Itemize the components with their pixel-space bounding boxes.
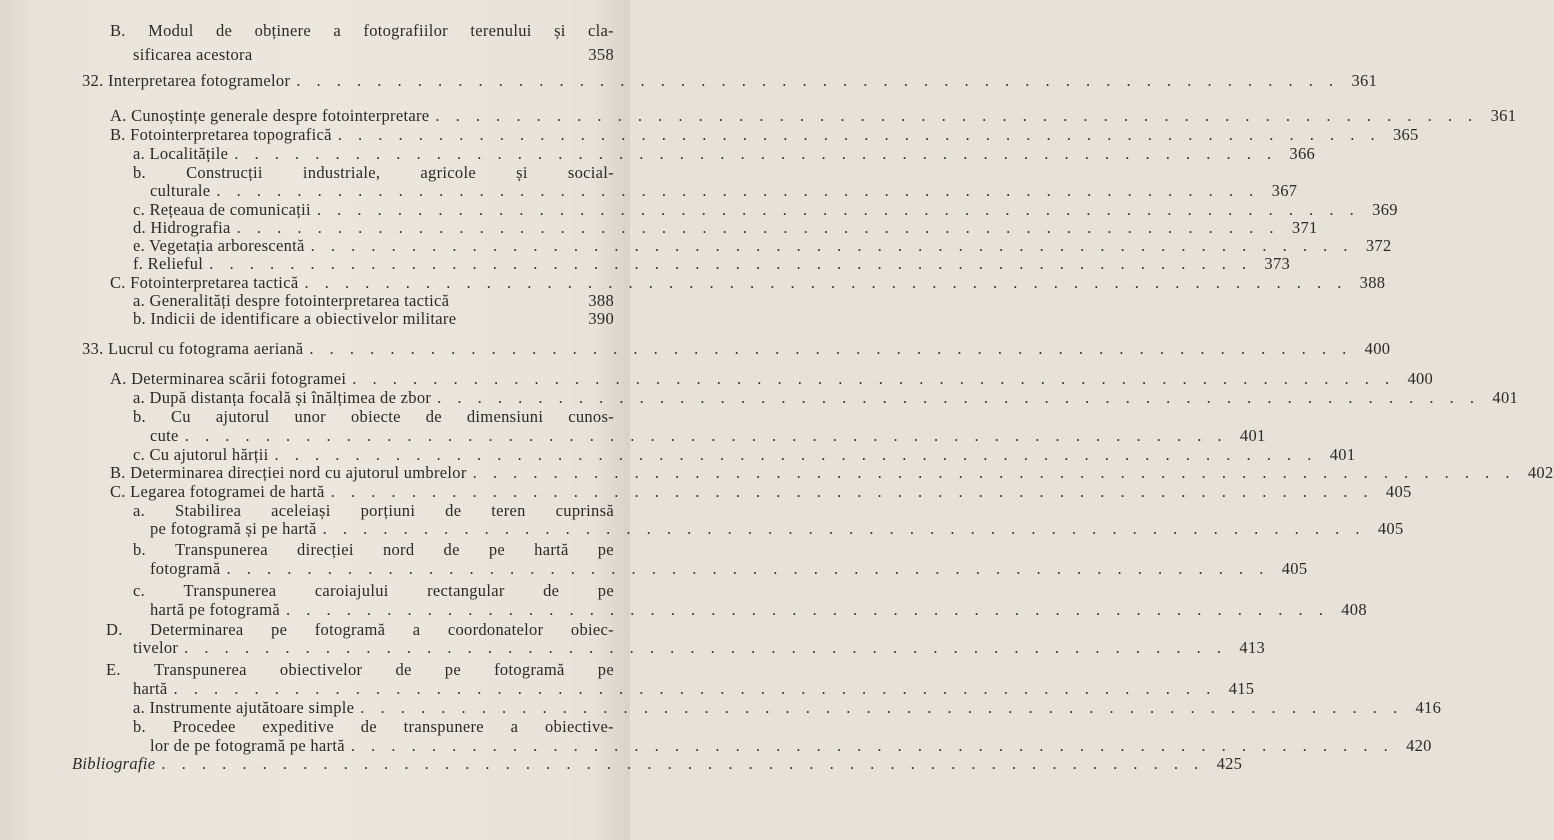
toc-page-number: 358 xyxy=(588,45,614,64)
toc-entry-text: B. Determinarea direcției nord cu ajutorul umbrelor xyxy=(110,463,467,482)
toc-entry-text: 33. Lucrul cu fotograma aeriană xyxy=(82,339,304,358)
toc-entry-text: b. Transpunerea direcției nord de pe hartă pe xyxy=(133,540,614,559)
dot-leader: . . . . . . . . . . . . . . . . . . . . . . . . . . . . . . . . . . . . . . . . . . . . . . . . . . . . xyxy=(184,426,1228,445)
toc-entry-text: c. Rețeaua de comunicații xyxy=(133,200,311,219)
toc-page-number: 401 xyxy=(1239,426,1266,445)
toc-entry-text: A. Determinarea scării fotogramei xyxy=(110,369,347,388)
toc-page-number: 390 xyxy=(588,309,614,328)
toc-entry-text: b. Construcții industriale, agricole și social- xyxy=(133,163,614,182)
toc-page-number: 413 xyxy=(1239,638,1266,657)
toc-entry-text: Bibliografie xyxy=(72,754,156,773)
toc-page-number: 402 xyxy=(1527,463,1554,482)
dot-leader: . . . . . . . . . . . . . . . . . . . . . . . . . . . . . . . . . . . . . . . . . . . . . . . . . . . . xyxy=(161,754,1205,773)
toc-entry-text: a. Localitățile xyxy=(133,144,229,163)
dot-leader: . . . . . . . . . . . . . . . . . . . . . . . . . . . . . . . . . . . . . . . . . . . . . . . . . . . . xyxy=(286,600,1329,619)
toc-entry-text: fotogramă xyxy=(150,559,221,578)
dot-leader: . . . . . . . . . . . . . . . . . . . . . . . . . . . . . . . . . . . . . . . . . . . . . . . . . . . . xyxy=(236,218,1280,237)
toc-page-number: 366 xyxy=(1289,144,1316,163)
dot-leader: . . . . . . . . . . . . . . . . . . . . . . . . . . . . . . . . . . . . . . . . . . . . . . . . . . . . xyxy=(173,679,1217,698)
dot-leader: . . . . . . . . . . . . . . . . . . . . . . . . . . . . . . . . . . . . . . . . . . . . . . . . . . . . xyxy=(316,200,1360,219)
toc-page-number: 400 xyxy=(1407,369,1434,388)
toc-line-ch32 xyxy=(82,70,1378,92)
dot-leader: . . . . . . . . . . . . . . . . . . . . . . . . . . . . . . . . . . . . . . . . . . . . . . . . . . . . xyxy=(330,482,1374,501)
toc-line-bibliografie xyxy=(72,753,1243,775)
toc-entry-text: B. Modul de obținere a fotografiilor terenului și cla- xyxy=(110,21,614,40)
toc-page-number: 420 xyxy=(1406,736,1432,755)
toc-line-c32c-b xyxy=(133,308,614,330)
dot-leader: . . . . . . . . . . . . . . . . . . . . . . . . . . . . . . . . . . . . . . . . . . . . . . . . . . . . xyxy=(304,273,1348,292)
toc-entry-text: b. Indicii de identificare a obiectivelor militare xyxy=(133,309,457,328)
toc-page-number: 367 xyxy=(1271,181,1298,200)
toc-line-c33c-a-2 xyxy=(150,518,1404,540)
dot-leader: . . . . . . . . . . . . . . . . . . . . . . . . . . . . . . . . . . . . . . . . . . . . . . . . . . . . xyxy=(310,236,1354,255)
toc-line-c33c-c-2 xyxy=(150,599,1367,621)
dot-leader: . . . . . . . . . . . . . . . . . . . . . . . . . . . . . . . . . . . . . . . . . . . . . . . . . . . . xyxy=(209,254,1253,273)
toc-entry-text: a. Instrumente ajutătoare simple xyxy=(133,698,355,717)
toc-page-number: 369 xyxy=(1372,200,1398,219)
toc-page-number: 371 xyxy=(1291,218,1318,237)
toc-entry-text: f. Relieful xyxy=(133,254,204,273)
toc-page-number: 365 xyxy=(1392,125,1419,144)
dot-leader: . . . . . . . . . . . . . . . . . . . . . . . . . . . . . . . . . . . . . . . . . . . . . . . . . . . . xyxy=(350,736,1394,755)
toc-page-number: 405 xyxy=(1281,559,1308,578)
toc-entry-text: b. Cu ajutorul unor obiecte de dimensiuni cunos- xyxy=(133,407,614,426)
dot-leader: . . . . . . . . . . . . . . . . . . . . . . . . . . . . . . . . . . . . . . . . . . . . . . . . . . . . xyxy=(274,445,1318,464)
toc-page-number: 416 xyxy=(1415,698,1442,717)
toc-entry-text: E. Transpunerea obiectivelor de pe fotogramă pe xyxy=(106,660,614,679)
toc-page-number: 425 xyxy=(1216,754,1243,773)
toc-entry-text: hartă xyxy=(133,679,168,698)
dot-leader: . . . . . . . . . . . . . . . . . . . . . . . . . . . . . . . . . . . . . . . . . . . . . . . . . . . . xyxy=(337,125,1381,144)
toc-line-ch33 xyxy=(82,338,1391,360)
toc-entry-text: tivelor xyxy=(133,638,179,657)
toc-entry-text: B. Fotointerpretarea topografică xyxy=(110,125,332,144)
toc-entry-text: C. Fotointerpretarea tactică xyxy=(110,273,299,292)
toc-entry-text: c. Transpunerea caroiajului rectangular de pe xyxy=(133,581,614,600)
toc-page-number: 400 xyxy=(1364,339,1391,358)
toc-entry-text: a. Generalități despre fotointerpretarea tactică xyxy=(133,291,450,310)
toc-line-b-modul-1 xyxy=(110,20,614,42)
toc-page-number: 361 xyxy=(1490,106,1517,125)
toc-entry-text: b. Procedee expeditive de transpunere a obiective- xyxy=(133,717,614,736)
toc-entry-text: cute xyxy=(150,426,179,445)
dot-leader: . . . . . . . . . . . . . . . . . . . . . . . . . . . . . . . . . . . . . . . . . . . . . . . . . . . . xyxy=(216,181,1260,200)
dot-leader: . . . . . . . . . . . . . . . . . . . . . . . . . . . . . . . . . . . . . . . . . . . . . . . . . . . . xyxy=(360,698,1404,717)
toc-entry-text: sificarea acestora xyxy=(133,45,253,64)
toc-page-number: 388 xyxy=(588,291,614,310)
toc-entry-text: hartă pe fotogramă xyxy=(150,600,281,619)
toc-page-number: 373 xyxy=(1264,254,1291,273)
toc-page-number: 401 xyxy=(1329,445,1356,464)
toc-entry-text: d. Hidrografia xyxy=(133,218,231,237)
toc-page-number: 372 xyxy=(1365,236,1392,255)
toc-entry-text: a. Stabilirea aceleiași porțiuni de teren cuprinsă xyxy=(133,501,614,520)
toc-entry-text: culturale xyxy=(150,181,211,200)
toc-page-number: 405 xyxy=(1377,519,1404,538)
dot-leader: . . . . . . . . . . . . . . . . . . . . . . . . . . . . . . . . . . . . . . . . . . . . . . . . . . . . xyxy=(435,106,1479,125)
toc-line-b-modul-2 xyxy=(133,44,614,66)
dot-leader: . . . . . . . . . . . . . . . . . . . . . . . . . . . . . . . . . . . . . . . . . . . . . . . . . . . . xyxy=(322,519,1366,538)
toc-line-c33c-b-2 xyxy=(150,558,1308,580)
toc-page-number: 408 xyxy=(1341,600,1367,619)
dot-leader: . . . . . . . . . . . . . . . . . . . . . . . . . . . . . . . . . . . . . . . . . . . . . . . . . . . . xyxy=(472,463,1516,482)
dot-leader: . . . . . . . . . . . . . . . . . . . . . . . . . . . . . . . . . . . . . . . . . . . . . . . . . . . . xyxy=(226,559,1270,578)
toc-page-number: 405 xyxy=(1385,482,1412,501)
dot-leader: . . . . . . . . . . . . . . . . . . . . . . . . . . . . . . . . . . . . . . . . . . . . . . . . . . . . xyxy=(352,369,1396,388)
toc-page-number: 388 xyxy=(1359,273,1386,292)
toc-page-number: 361 xyxy=(1351,71,1378,90)
dot-leader: . . . . . . . . . . . . . . . . . . . . . . . . . . . . . . . . . . . . . . . . . . . . . . . . . . . . xyxy=(296,71,1340,90)
toc-entry-text: lor de pe fotogramă pe hartă xyxy=(150,736,345,755)
toc-entry-text: A. Cunoștințe generale despre fotointerpretare xyxy=(110,106,430,125)
toc-entry-text: e. Vegetația arborescentă xyxy=(133,236,305,255)
toc-entry-text: a. După distanța focală și înălțimea de zbor xyxy=(133,388,432,407)
toc-page-number: 415 xyxy=(1228,679,1255,698)
toc-entry-text: c. Cu ajutorul hărții xyxy=(133,445,269,464)
toc-line-c33d-2 xyxy=(133,637,1266,659)
toc-entry-text: 32. Interpretarea fotogramelor xyxy=(82,71,291,90)
toc-page-number: 401 xyxy=(1492,388,1519,407)
dot-leader: . . . . . . . . . . . . . . . . . . . . . . . . . . . . . . . . . . . . . . . . . . . . . . . . . . . . xyxy=(309,339,1353,358)
toc-entry-text: C. Legarea fotogramei de hartă xyxy=(110,482,325,501)
dot-leader: . . . . . . . . . . . . . . . . . . . . . . . . . . . . . . . . . . . . . . . . . . . . . . . . . . . . xyxy=(437,388,1481,407)
dot-leader: . . . . . . . . . . . . . . . . . . . . . . . . . . . . . . . . . . . . . . . . . . . . . . . . . . . . xyxy=(184,638,1228,657)
dot-leader: . . . . . . . . . . . . . . . . . . . . . . . . . . . . . . . . . . . . . . . . . . . . . . . . . . . . xyxy=(234,144,1278,163)
toc-entry-text: pe fotogramă și pe hartă xyxy=(150,519,317,538)
toc-entry-text: D. Determinarea pe fotogramă a coordonatelor obiec- xyxy=(106,620,614,639)
